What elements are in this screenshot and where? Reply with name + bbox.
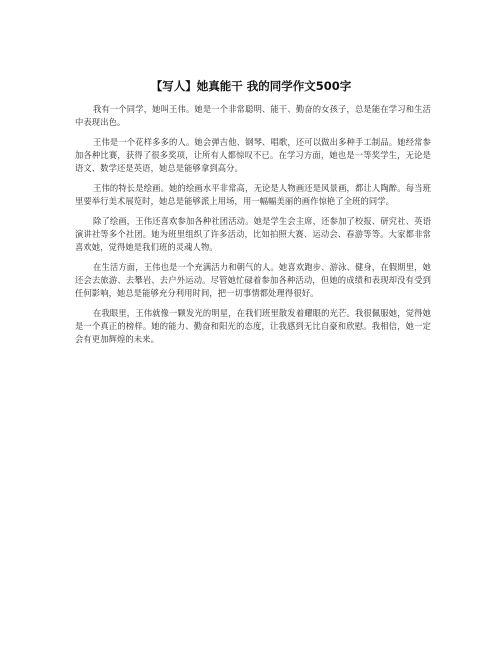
paragraph-3: 王伟的特长是绘画。她的绘画水平非常高，无论是人物画还是风景画，都让人陶醉。每当班里要举行美术展览时，她总是能够派上用场，用一幅幅美丽的画作惊艳了全班的同学。 [75,183,431,206]
document-title: 【写人】她真能干 我的同学作文500字 [150,79,352,93]
document-body [75,103,431,353]
paragraph-2: 王伟是一个花样多多的人。她会弹吉他、钢琴、唱歌，还可以做出多种手工制品。她经常参加各种比赛，获得了很多奖项，让所有人都惊叹不已。在学习方面，她也是一等奖学生，无论是语文、数学还是英语，她总是能够拿到高分。 [75,137,431,173]
paragraph-4: 除了绘画，王伟还喜欢参加各种社团活动。她是学生会主席，还参加了校报、研究社、英语演讲社等多个社团。她为班里组织了许多活动，比如拍照大赛、运动会、春游等等。大家都非常喜欢她，觉得她是我们班的灵魂人物。 [75,216,431,252]
paragraph-1: 我有一个同学，她叫王伟。她是一个非常聪明、能干、勤奋的女孩子，总是能在学习和生活中表现出色。 [75,104,431,127]
paragraph-6: 在我眼里，王伟就像一颗发光的明星，在我们班里散发着耀眼的光芒。我很佩服她，觉得她是一个真正的榜样。她的能力、勤奋和阳光的态度，让我感到无比自豪和欣慰。我相信，她一定会有更加辉煌的未来。 [75,308,431,344]
paragraph-5: 在生活方面，王伟也是一个充满活力和朝气的人。她喜欢跑步、游泳、健身，在假期里，她还会去旅游、去攀岩、去户外运动。尽管她忙碌着参加各种活动，但她的成绩和表现却没有受到任何影响，她总是能够充分利用时间，把一切事情都处理得很好。 [75,262,431,298]
